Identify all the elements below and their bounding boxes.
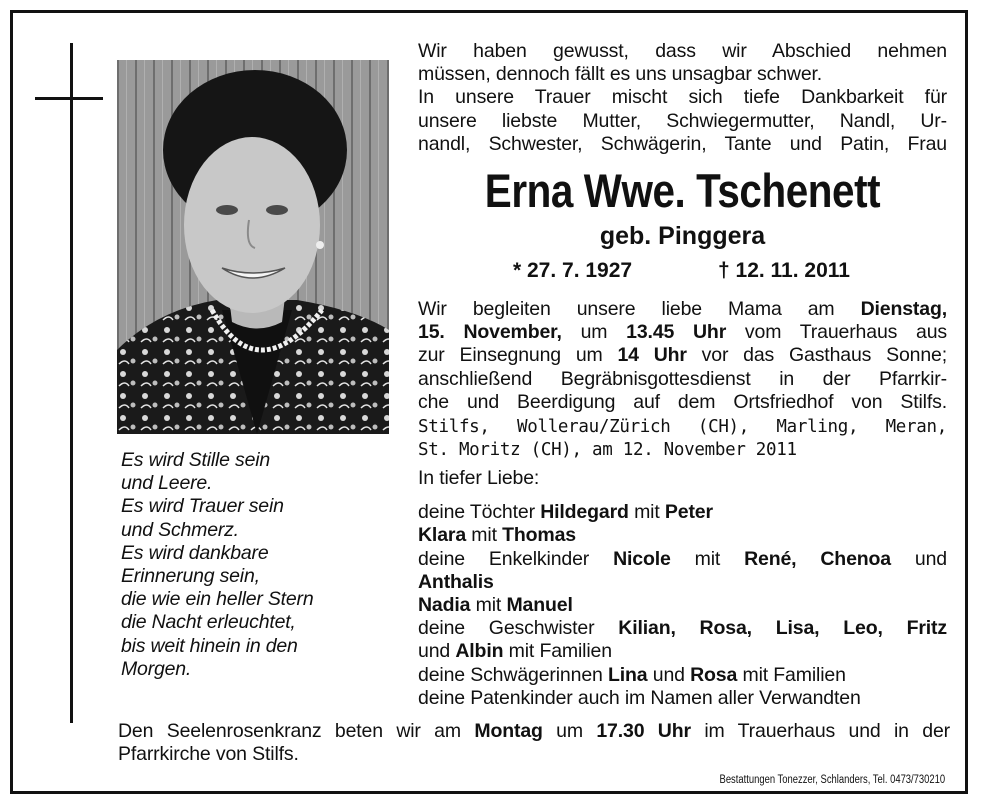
mourner-text: deine Töchter	[418, 501, 541, 524]
mourner-name: Nadia	[418, 594, 471, 617]
death-date: † 12. 11. 2011	[718, 259, 850, 282]
burial-time: 13.45 Uhr	[626, 321, 727, 344]
poem-line: Morgen.	[121, 657, 192, 680]
mourner-text: mit Familien	[503, 640, 612, 663]
burial-line	[418, 344, 947, 367]
cross-icon-bar	[35, 97, 103, 100]
deceased-name: Erna Wwe. Tschenett	[484, 164, 881, 217]
mourner-name: Kilian, Rosa, Lisa, Leo, Fritz	[618, 617, 947, 640]
mourner-name: Peter	[664, 501, 713, 524]
rosary-text: Den Seelenrosenkranz beten wir am	[118, 720, 475, 742]
poem-line: die Nacht erleuchtet,	[121, 611, 296, 634]
poem	[121, 449, 391, 681]
mourner-text: und	[647, 663, 691, 686]
cross-icon	[70, 43, 73, 723]
intro-line: nandl, Schwester, Schwägerin, Tante und Patin, Frau	[418, 132, 947, 155]
mourner-line	[418, 640, 947, 663]
mourner-name: René, Chenoa	[744, 547, 891, 570]
place-and-date	[418, 416, 947, 462]
intro-line: müssen, dennoch fällt es uns unsagbar schwer.	[418, 63, 823, 86]
rosary-time: 17.30 Uhr	[596, 720, 691, 742]
portrait-photo	[117, 60, 389, 434]
mourner-text: und	[890, 547, 947, 570]
rosary-line: Pfarrkirche von Stilfs.	[118, 743, 299, 766]
poem-line: bis weit hinein in den	[121, 634, 298, 657]
mourner-text: deine Enkelkinder	[418, 547, 614, 570]
mourner-line	[418, 617, 947, 640]
mourners-list	[418, 467, 947, 710]
mourner-line	[418, 571, 947, 594]
mourner-line	[418, 594, 947, 617]
rosary-text: um	[542, 720, 597, 742]
mourner-text: mit Familien	[737, 663, 846, 686]
place-line: St. Moritz (CH), am 12. November 2011	[418, 440, 797, 460]
mourner-text: deine Geschwister	[418, 617, 619, 640]
mourner-name: Nicole	[613, 547, 671, 570]
maiden-name: geb. Pinggera	[599, 222, 766, 250]
mourner-line	[418, 524, 947, 547]
intro-line: unsere liebste Mutter, Schwiegermutter, Nandl, Ur-	[418, 109, 947, 132]
poem-line: und Leere.	[121, 472, 213, 495]
place-line: Stilfs, Wollerau/Zürich (CH), Marling, Meran,	[418, 417, 947, 437]
mourner-name: Rosa	[690, 663, 738, 686]
mourner-name: Anthalis	[418, 570, 494, 593]
rosary-line	[118, 720, 950, 743]
mourner-name: Hildegard	[540, 501, 629, 524]
rosary-day: Montag	[474, 720, 543, 742]
mourner-line	[418, 548, 947, 571]
mourner-text: mit	[466, 524, 503, 547]
poem-line: Es wird Stille sein	[121, 449, 271, 471]
mourner-name: Albin	[455, 640, 504, 663]
poem-line: die wie ein heller Stern	[121, 588, 314, 611]
mourner-text: mit	[470, 594, 507, 617]
blessing-time: 14 Uhr	[617, 344, 687, 367]
mourner-name: Thomas	[502, 524, 576, 547]
intro-line: Wir haben gewusst, dass wir Abschied nehmen	[418, 40, 947, 62]
rosary-text: im Trauerhaus und in der	[690, 720, 951, 742]
undertaker-credit: Bestattungen Tonezzer, Schlanders, Tel. 0473/730210	[719, 774, 945, 786]
burial-line: che und Beerdigung auf dem Ortsfriedhof von Stilfs.	[418, 390, 947, 413]
burial-line	[418, 298, 947, 321]
poem-line: Erinnerung sein,	[121, 565, 260, 588]
burial-line: anschließend Begräbnisgottesdienst in der Pfarrkir-	[418, 367, 947, 390]
rosary-notice	[118, 720, 950, 766]
poem-line: Es wird Trauer sein	[121, 495, 284, 518]
mourner-line	[418, 501, 947, 524]
burial-text: vor das Gasthaus Sonne;	[686, 344, 948, 367]
mourners-heading: In tiefer Liebe:	[418, 467, 540, 489]
mourner-text: mit	[628, 501, 665, 524]
mourner-line: deine Patenkinder auch im Namen aller Verwandten	[418, 686, 861, 709]
burial-text: zur Einsegnung um	[418, 344, 618, 367]
burial-day: Dienstag,	[860, 298, 947, 320]
poem-line: und Schmerz.	[121, 518, 239, 541]
mourner-text: mit	[670, 547, 745, 570]
obituary-frame	[10, 10, 968, 794]
intro-line: In unsere Trauer mischt sich tiefe Dankbarkeit für	[418, 86, 947, 109]
burial-date: 15. November,	[418, 321, 562, 344]
burial-text: Wir begleiten unsere liebe Mama am	[418, 298, 861, 320]
mourner-text: und	[418, 640, 456, 663]
burial-notice	[418, 298, 947, 414]
mourner-name: Manuel	[506, 594, 573, 617]
burial-text: um	[561, 321, 627, 344]
poem-line: Es wird dankbare	[121, 541, 269, 564]
birth-date: * 27. 7. 1927	[513, 259, 633, 282]
mourner-line	[418, 664, 947, 687]
burial-text: vom Trauerhaus aus	[726, 321, 948, 344]
burial-line	[418, 321, 947, 344]
mourner-text: deine Schwägerinnen	[418, 663, 608, 686]
intro-text	[418, 40, 947, 156]
mourner-name: Lina	[607, 663, 648, 686]
mourner-name: Klara	[418, 524, 467, 547]
